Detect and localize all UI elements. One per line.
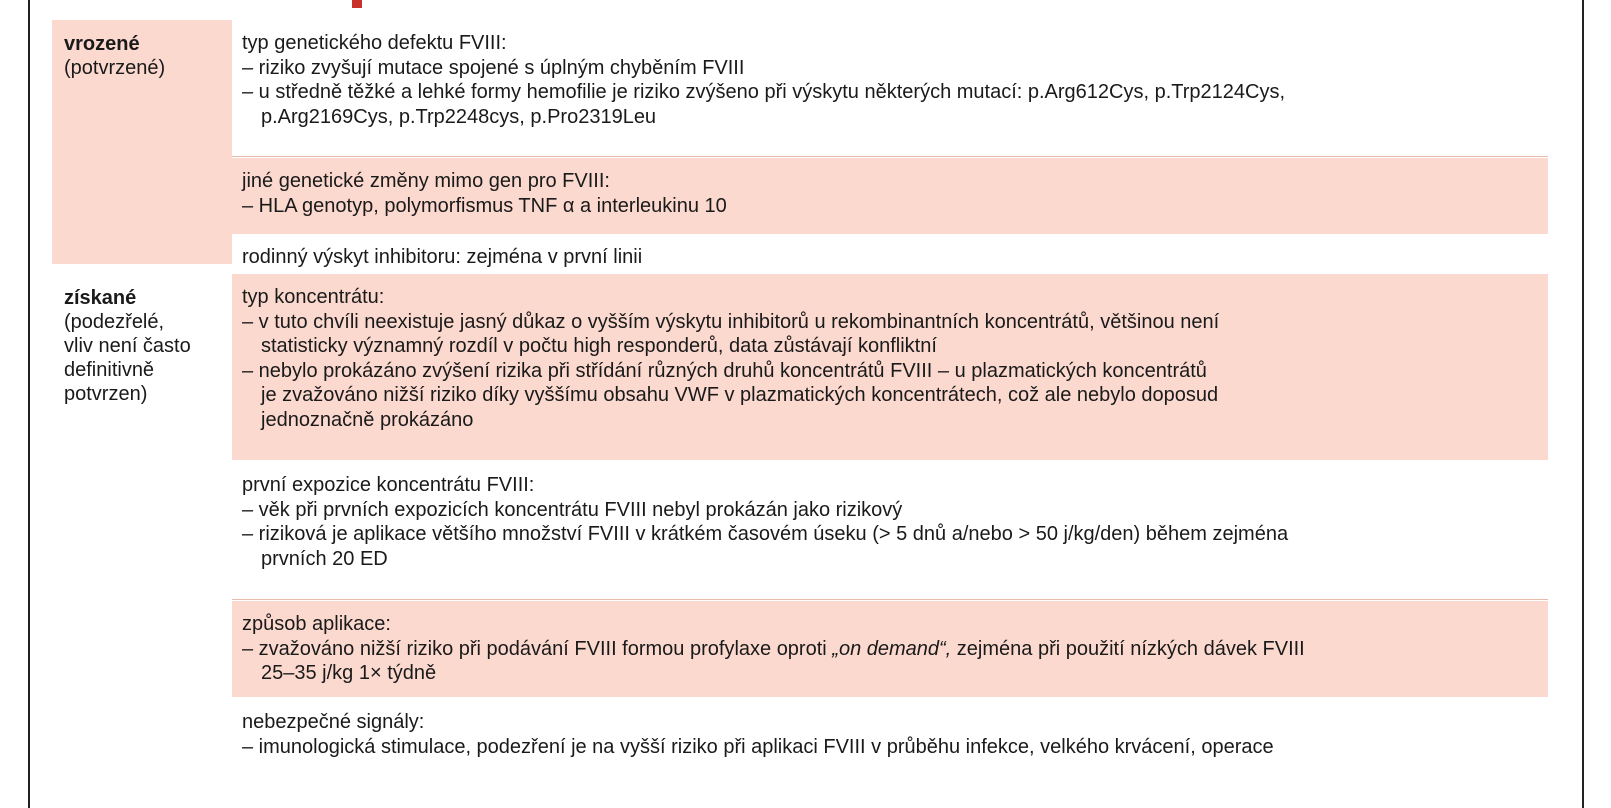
row-heading: rodinný výskyt inhibitoru: zejména v první linii xyxy=(242,246,643,268)
category-congenital xyxy=(52,20,232,264)
row-family xyxy=(232,234,1548,272)
row-heading: nebezpečné signály: xyxy=(242,711,425,733)
row-heading: způsob aplikace: xyxy=(242,613,391,635)
category-acquired xyxy=(52,274,232,774)
list-item: – věk při prvních expozicích koncentrátu FVIII nebyl prokázán jako rizikový xyxy=(242,498,903,521)
category-note: definitivně xyxy=(64,359,155,381)
category-name: získané xyxy=(64,287,137,309)
list-item: – v tuto chvíli neexistuje jasný důkaz o vyšším výskytu inhibitorů u rekombinantních koncentrátů, většinou není statisticky významný rozdíl v počtu high responderů, data zůstávají konfliktní xyxy=(242,310,1220,357)
divider xyxy=(232,599,1548,600)
category-note: (podezřelé, xyxy=(64,311,165,333)
row-first-exposure xyxy=(232,462,1548,598)
category-note: potvrzen) xyxy=(64,383,148,405)
row-heading: typ koncentrátu: xyxy=(242,286,385,308)
row-application-method xyxy=(232,601,1548,697)
row-other-genetic xyxy=(232,158,1548,234)
heading-fragment xyxy=(352,0,362,8)
list-item: – HLA genotyp, polymorfismus TNF α a interleukinu 10 xyxy=(242,194,727,217)
row-danger-signals xyxy=(232,699,1548,800)
list-item: – riziko zvyšují mutace spojené s úplným chyběním FVIII xyxy=(242,56,745,79)
row-concentrate-type xyxy=(232,274,1548,460)
list-item: – nebylo prokázáno zvýšení rizika při střídání různých druhů koncentrátů FVIII – u plazmatických koncentrátů je zvažováno nižší riziko díky vyššímu obsahu VWF v plazmatických koncentrátech, což ale nebylo doposud jednoznačně prokázáno xyxy=(242,359,1219,431)
row-heading: jiné genetické změny mimo gen pro FVIII: xyxy=(242,170,610,192)
list-item: – imunologická stimulace, podezření je na vyšší riziko při aplikaci FVIII v průběhu infekce, velkého krvácení, operace xyxy=(242,735,1274,758)
row-heading: první expozice koncentrátu FVIII: xyxy=(242,474,535,496)
row-genetic-defect xyxy=(232,20,1548,156)
category-note: (potvrzené) xyxy=(64,57,166,79)
category-name: vrozené xyxy=(64,33,140,55)
category-note: vliv není často xyxy=(64,335,191,357)
list-item: – zvažováno nižší riziko při podávání FVIII formou profylaxe oproti „on demand“, zejména při použití nízkých dávek FVIII 25–35 j/kg 1× týdně xyxy=(242,637,1305,684)
divider xyxy=(232,156,1548,157)
row-heading: typ genetického defektu FVIII: xyxy=(242,32,507,54)
list-item: – riziková je aplikace většího množství FVIII v krátkém časovém úseku (> 5 dnů a/nebo > 50 j/kg/den) během zejména prvních 20 ED xyxy=(242,523,1289,570)
list-item: – u středně těžké a lehké formy hemofilie je riziko zvýšeno při výskytu některých mutací: p.Arg612Cys, p.Trp2124Cys, p.Arg2169Cys, p.Trp2248cys, p.Pro2319Leu xyxy=(242,81,1286,128)
